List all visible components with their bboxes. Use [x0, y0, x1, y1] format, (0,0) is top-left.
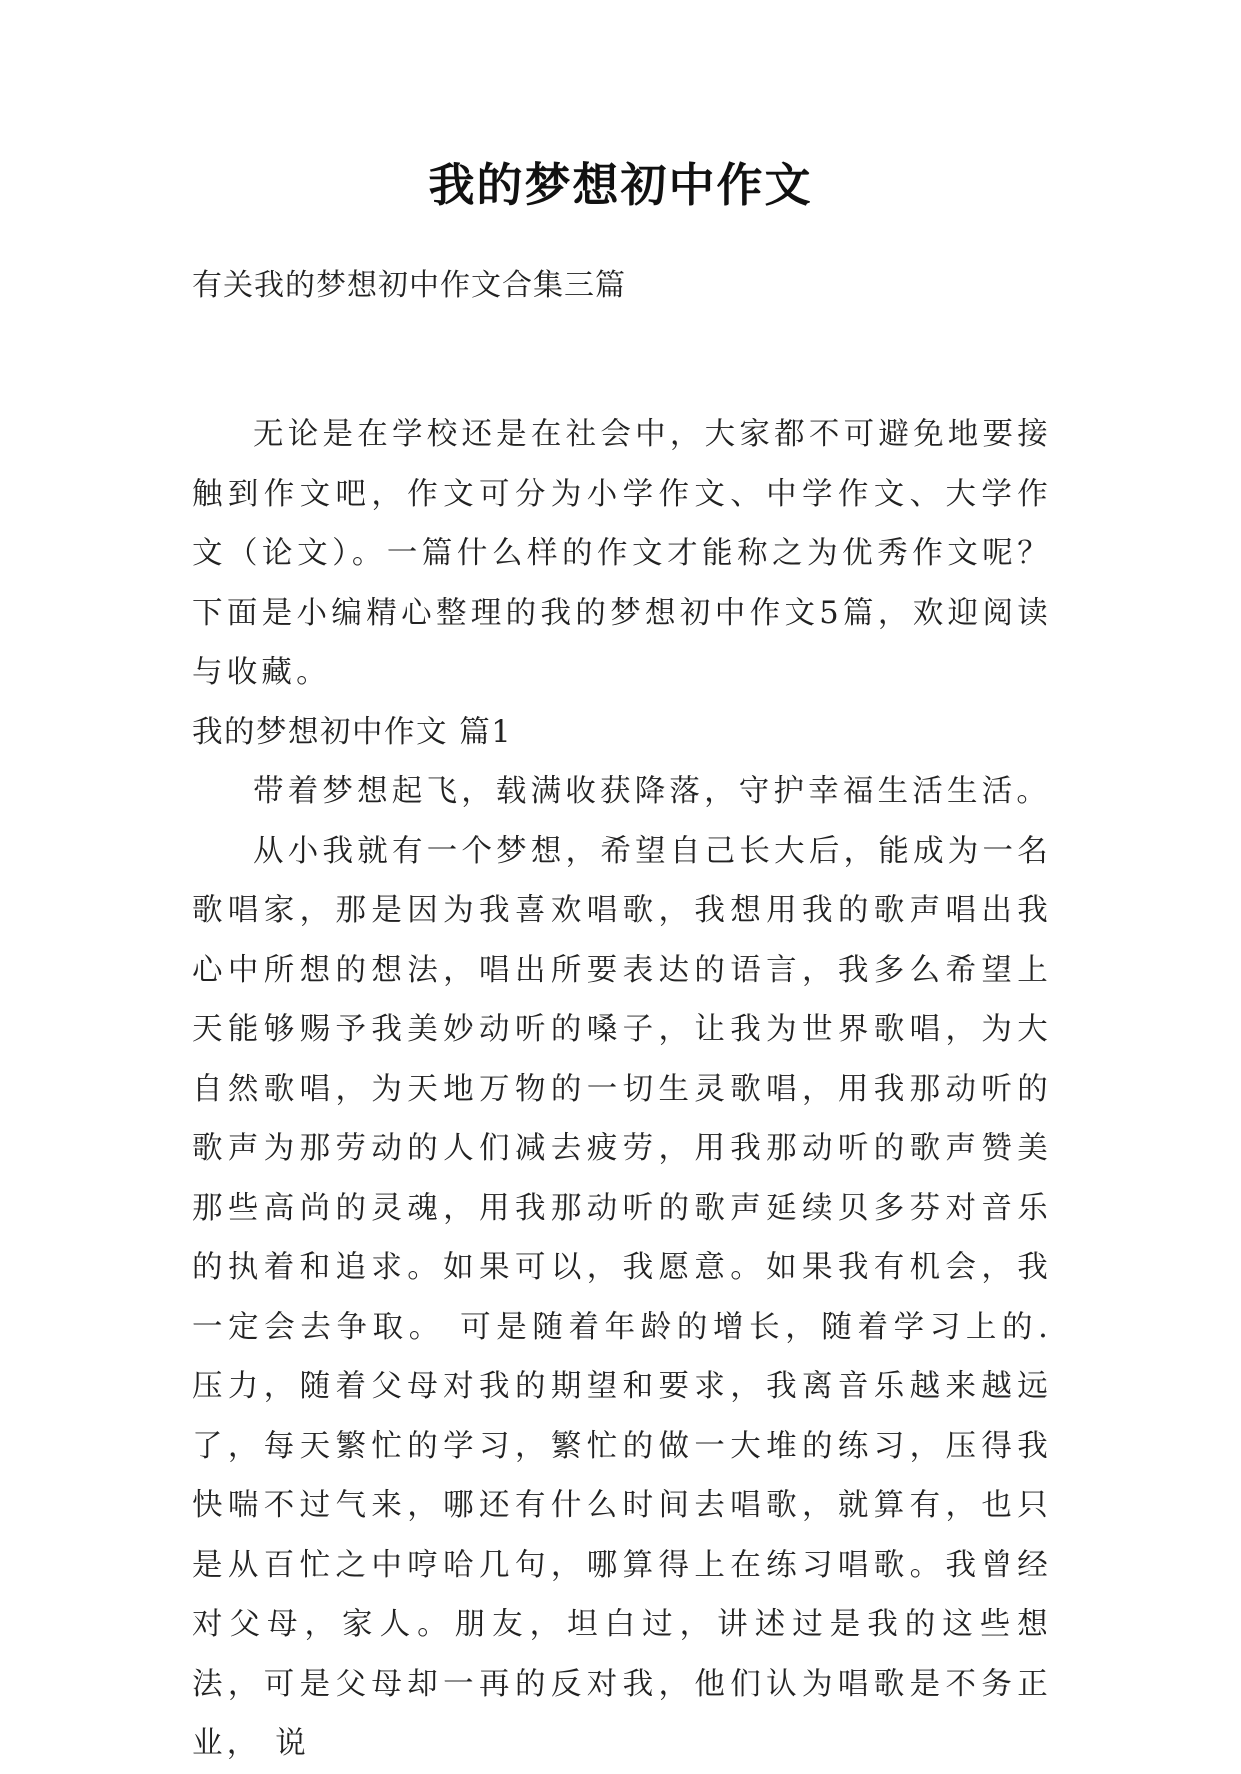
document-title: 我的梦想初中作文: [428, 158, 813, 212]
document-subtitle: 有关我的梦想初中作文合集三篇: [192, 268, 626, 303]
body-paragraph-2: 从小我就有一个梦想，希望自己长大后，能成为一名歌唱家，那是因为我喜欢唱歌，我想用我的歌声唱出我心中所想的想法，唱出所要表达的语言，我多么希望上天能够赐予我美妙动听的嗓子，让我为世界歌唱，为大自然歌唱，为天地万物的一切生灵歌唱，用我那动听的歌声为那劳动的人们减去疲劳，用我那动听的歌声赞美那些高尚的灵魂，用我那动听的歌声延续贝多芬对音乐的执着和追求。如果可以，我愿意。如果我有机会，我一定会去争取。 可是随着年龄的增长，随着学习上的.压力，随着父母对我的期望和要求，我离音乐越来越远了，每天繁忙的学习，繁忙的做一大堆的练习，压得我快喘不过气来，哪还有什么时间去唱歌，就算有，也只是从百忙之中哼哈几句，哪算得上在练习唱歌。我曾经对父母，家人。朋友，坦白过，讲述过是我的这些想法，可是父母却一再的反对我，他们认为唱歌是不务正业， 说: [192, 833, 1052, 1761]
document-body: [192, 405, 1052, 1774]
intro-paragraph: 无论是在学校还是在社会中，大家都不可避免地要接触到作文吧，作文可分为小学作文、中学作文、大学作文（论文）。一篇什么样的作文才能称之为优秀作文呢？下面是小编精心整理的我的梦想初中作文5篇，欢迎阅读与收藏。: [192, 417, 1052, 690]
body-paragraph-1: 带着梦想起飞，载满收获降落，守护幸福生活生活。: [253, 774, 1052, 809]
section-heading: 我的梦想初中作文 篇1: [192, 714, 513, 750]
